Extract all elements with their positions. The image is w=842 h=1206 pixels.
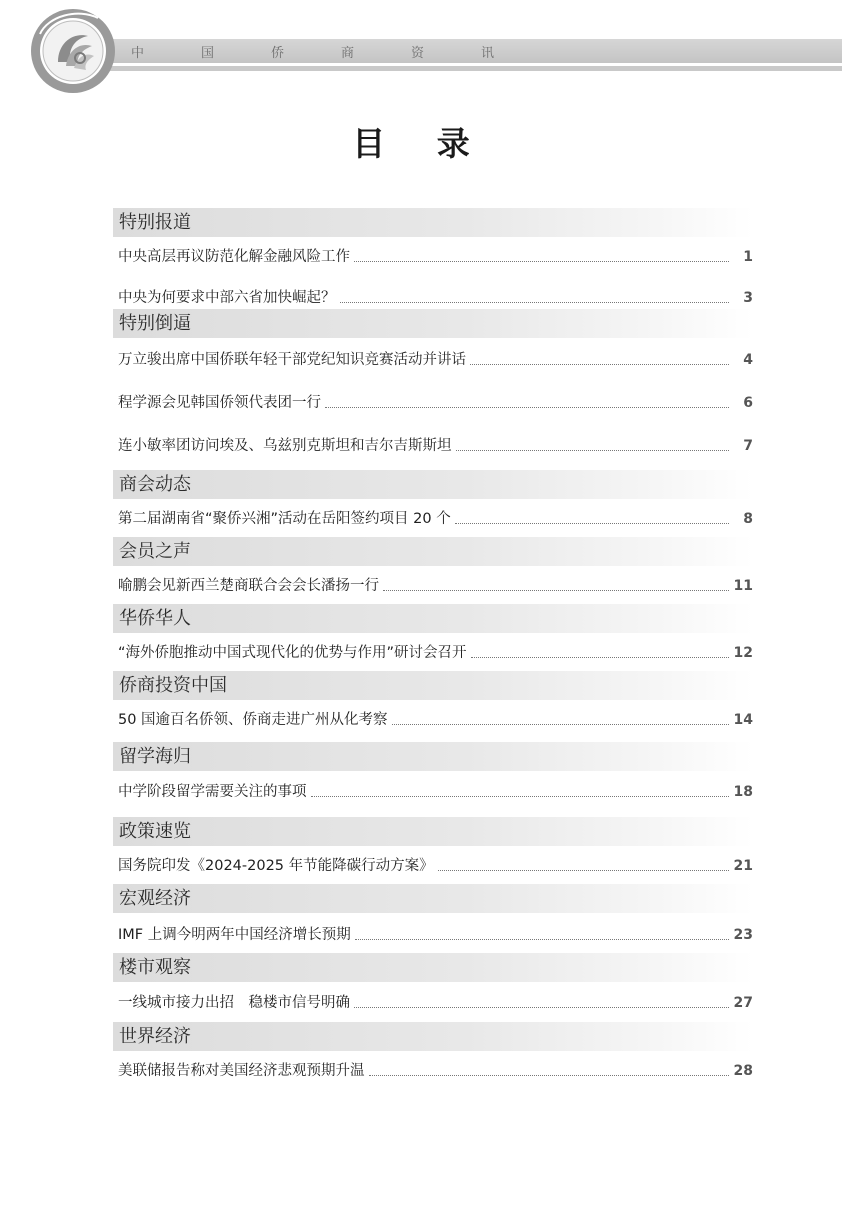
publication-title: 中 国 侨 商 资 讯: [131, 46, 517, 61]
leader-dots: [340, 302, 730, 303]
entry-page: 27: [733, 995, 753, 1011]
entry-page: 18: [733, 784, 753, 800]
section-macro-economy: [113, 884, 753, 945]
section-heading: 楼市观察: [113, 953, 753, 982]
leader-dots: [325, 407, 729, 408]
entry-page: 23: [733, 927, 753, 943]
toc-entry[interactable]: [113, 350, 753, 370]
section-policy-brief: [113, 817, 753, 876]
section-property-market: [113, 953, 753, 1013]
entry-page: 6: [743, 395, 753, 411]
entry-page: 4: [743, 352, 753, 368]
section-heading: 宏观经济: [113, 884, 753, 913]
section-heading: 侨商投资中国: [113, 671, 753, 700]
entry-page: 3: [743, 290, 753, 306]
section-heading: 留学海归: [113, 742, 753, 771]
logo-icon: [28, 6, 118, 96]
entry-title: 万立骏出席中国侨联年轻干部党纪知识竞赛活动并讲话: [118, 352, 466, 368]
entry-title: 连小敏率团访问埃及、乌兹别克斯坦和吉尔吉斯斯坦: [118, 438, 452, 454]
entry-title: 国务院印发《2024-2025 年节能降碳行动方案》: [118, 858, 434, 874]
leader-dots: [470, 364, 729, 365]
toc-entry[interactable]: [113, 710, 753, 730]
section-heading: 特别倒逼: [113, 309, 753, 338]
toc-entry[interactable]: [113, 856, 753, 876]
toc-entry[interactable]: [113, 1061, 753, 1081]
section-member-voice: [113, 537, 753, 596]
entry-page: 28: [733, 1063, 753, 1079]
entry-title: 中学阶段留学需要关注的事项: [118, 784, 307, 800]
toc-entry[interactable]: [113, 993, 753, 1013]
toc-entry[interactable]: [113, 288, 753, 308]
entry-page: 21: [733, 858, 753, 874]
leader-dots: [456, 450, 730, 451]
entry-page: 14: [733, 712, 753, 728]
leader-dots: [383, 590, 729, 591]
toc-entry[interactable]: [113, 393, 753, 413]
leader-dots: [311, 796, 730, 797]
section-special-report: [113, 208, 753, 308]
entry-title: 中央为何要求中部六省加快崛起？: [118, 290, 336, 306]
toc-entry[interactable]: [113, 782, 753, 802]
section-heading: 会员之声: [113, 537, 753, 566]
entry-title: 一线城市接力出招 稳楼市信号明确: [118, 995, 350, 1011]
entry-page: 8: [743, 511, 753, 527]
toc-entry[interactable]: [113, 436, 753, 456]
leader-dots: [392, 724, 729, 725]
entry-title: “海外侨胞推动中国式现代化的优势与作用”研讨会召开: [118, 645, 467, 661]
section-special-focus: [113, 309, 753, 456]
header-rule: [100, 66, 842, 71]
section-heading: 世界经济: [113, 1022, 753, 1051]
entry-title: IMF 上调今明两年中国经济增长预期: [118, 927, 351, 943]
leader-dots: [438, 870, 729, 871]
entry-title: 中央高层再议防范化解金融风险工作: [118, 249, 350, 265]
section-chamber-news: [113, 470, 753, 529]
entry-title: 第二届湖南省“聚侨兴湘”活动在岳阳签约项目 20 个: [118, 511, 451, 527]
leader-dots: [354, 261, 729, 262]
toc-entry[interactable]: [113, 576, 753, 596]
leader-dots: [354, 1007, 729, 1008]
toc-entry[interactable]: [113, 247, 753, 267]
toc-entry[interactable]: [113, 925, 753, 945]
entry-title: 程学源会见韩国侨领代表团一行: [118, 395, 321, 411]
leader-dots: [471, 657, 729, 658]
section-heading: 特别报道: [113, 208, 753, 237]
section-heading: 政策速览: [113, 817, 753, 846]
section-investment-china: [113, 671, 753, 730]
section-overseas-chinese: [113, 604, 753, 663]
entry-page: 12: [733, 645, 753, 661]
table-of-contents: [113, 208, 753, 1081]
entry-title: 50 国逾百名侨领、侨商走进广州从化考察: [118, 712, 388, 728]
entry-page: 7: [743, 438, 753, 454]
entry-title: 喻鹏会见新西兰楚商联合会会长潘扬一行: [118, 578, 379, 594]
section-study-abroad: [113, 742, 753, 802]
toc-entry[interactable]: [113, 509, 753, 529]
entry-page: 11: [733, 578, 753, 594]
page-title: 目 录: [352, 124, 490, 163]
leader-dots: [455, 523, 729, 524]
toc-entry[interactable]: [113, 643, 753, 663]
entry-title: 美联储报告称对美国经济悲观预期升温: [118, 1063, 365, 1079]
leader-dots: [355, 939, 729, 940]
section-world-economy: [113, 1022, 753, 1081]
leader-dots: [369, 1075, 730, 1076]
section-heading: 商会动态: [113, 470, 753, 499]
section-heading: 华侨华人: [113, 604, 753, 633]
entry-page: 1: [743, 249, 753, 265]
